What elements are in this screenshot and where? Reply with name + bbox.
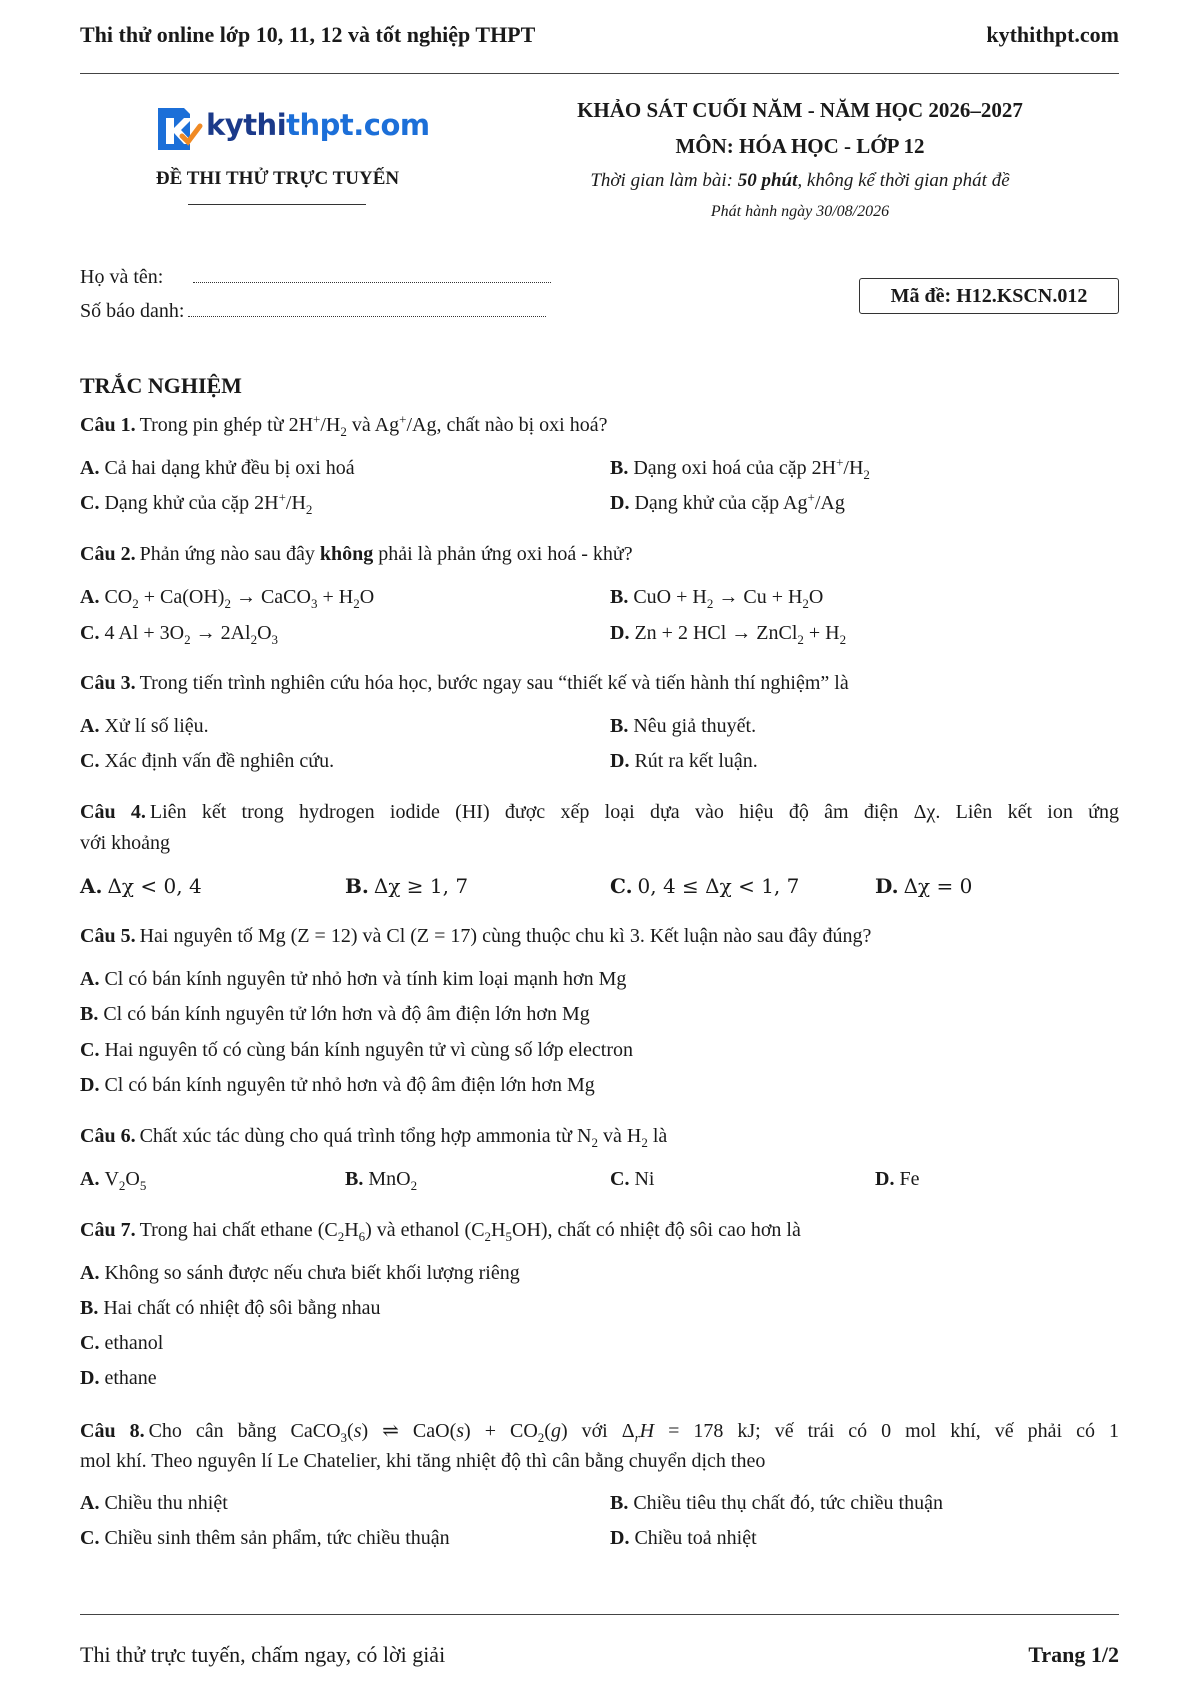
q4-option-b[interactable]: B. Δχ ≥ 1, 7 [345, 874, 469, 898]
q6-option-a[interactable]: A. $V_2O_5$ [80, 1168, 147, 1193]
q3-option-c[interactable]: C. Xác định vấn đề nghiên cứu. [80, 750, 335, 772]
logo-icon [152, 102, 204, 156]
q6-option-d[interactable]: D. Fe [875, 1168, 920, 1190]
q5-a-text: Cl có bán kính nguyên tử nhỏ hơn và tính kim loại mạnh hơn Mg [104, 968, 627, 990]
exam-subject: MÔN: HÓA HỌC - LỚP 12 [675, 134, 925, 158]
question-3 [80, 672, 849, 695]
q3-c-text: Xác định vấn đề nghiên cứu. [104, 750, 335, 772]
q3-number: Câu 3. [80, 672, 136, 694]
exam-issued: Phát hành ngày 30/08/2026 [710, 203, 890, 220]
q5-b-text: Cl có bán kính nguyên tử lớn hơn và độ âm điện lớn hơn Mg [103, 1003, 590, 1025]
q5-c-text: Hai nguyên tố có cùng bán kính nguyên tử vì cùng số lớp electron [104, 1039, 633, 1061]
q8-line2: mol khí. Theo nguyên lí Le Chatelier, khi tăng nhiệt độ thì cân bằng chuyển dịch theo [80, 1450, 766, 1472]
question-6: Câu 6. Chất xúc tác dùng cho quá trình tổng hợp ammonia từ $N_2$ và $H_2$ là [80, 1125, 668, 1150]
q4-c-text: 0, 4 ≤ Δχ < 1, 7 [637, 874, 800, 898]
name-field[interactable] [193, 266, 551, 283]
q3-b-text: Nêu giả thuyết. [633, 715, 757, 737]
header-right[interactable]: kythithpt.com [986, 22, 1119, 47]
q5-number: Câu 5. [80, 925, 136, 947]
page-number: Trang 1/2 [1028, 1642, 1119, 1667]
q7-option-a[interactable]: A. Không so sánh được nếu chưa biết khối lượng riêng [80, 1262, 520, 1284]
q7-a-text: Không so sánh được nếu chưa biết khối lượng riêng [104, 1262, 520, 1284]
q7-text: Trong hai chất ethane [139, 1219, 313, 1241]
question-5 [80, 925, 871, 948]
q7-option-d[interactable]: D. ethane [80, 1367, 157, 1389]
q6-number: Câu 6. [80, 1125, 136, 1147]
q2-option-c[interactable]: C. 4 $Al + 3O_2 \to 2Al_2O_3$ [80, 622, 279, 647]
q1-a-text: Cả hai dạng khử đều bị oxi hoá [104, 457, 355, 479]
exam-time [500, 170, 1100, 192]
q5-text: Hai nguyên tố Mg (Z = 12) và Cl (Z = 17) cùng thuộc chu kì 3. Kết luận nào sau đây đúng? [139, 925, 872, 947]
q8-option-a[interactable]: A. Chiều thu nhiệt [80, 1492, 228, 1514]
q1-c-text: Dạng khử của cặp [104, 492, 255, 514]
q5-option-b[interactable]: B. Cl có bán kính nguyên tử lớn hơn và độ âm điện lớn hơn Mg [80, 1003, 590, 1025]
q3-a-text: Xử lí số liệu. [104, 715, 209, 737]
q3-option-d[interactable]: D. Rút ra kết luận. [610, 750, 758, 772]
q1-b-text: Dạng oxi hoá của cặp [633, 457, 812, 479]
q4-a-text: Δχ < 0, 4 [107, 874, 202, 898]
q7-option-c[interactable]: C. ethanol [80, 1332, 164, 1354]
q5-d-text: Cl có bán kính nguyên tử nhỏ hơn và độ âm điện lớn hơn Mg [104, 1074, 595, 1096]
footer-left: Thi thử trực tuyến, chấm ngay, có lời giải [80, 1642, 446, 1667]
id-row [80, 300, 546, 323]
exam-time-value: 50 phút [737, 170, 798, 191]
question-2 [80, 543, 633, 566]
q4-d-text: Δχ = 0 [903, 874, 973, 898]
q1-number: Câu 1. [80, 414, 136, 436]
q3-option-b[interactable]: B. Nêu giả thuyết. [610, 715, 757, 737]
q6-text: Chất xúc tác dùng cho quá trình tổng hợp ammonia từ [139, 1125, 573, 1147]
q5-option-a[interactable]: A. Cl có bán kính nguyên tử nhỏ hơn và tính kim loại mạnh hơn Mg [80, 968, 627, 990]
question-7: Câu 7. Trong hai chất ethane $(C_2H_6)$ và ethanol $(C_2H_5OH)$, chất có nhiệt độ sôi cao hơn là [80, 1219, 801, 1244]
q1-option-c[interactable]: C. Dạng khử của cặp $2H^+/H_2$ [80, 489, 313, 517]
exam-time-prefix: Thời gian làm bài: [590, 170, 738, 191]
name-label: Họ và tên: [80, 266, 164, 288]
logo-text-secondary: thpt.com [286, 108, 430, 142]
q3-text: Trong tiến trình nghiên cứu hóa học, bước ngay sau “thiết kế và tiến hành thí nghiệm” là [139, 672, 849, 694]
q4-option-c[interactable]: C. 0, 4 ≤ Δχ < 1, 7 [610, 874, 800, 898]
exam-title: KHẢO SÁT CUỐI NĂM - NĂM HỌC 2026–2027 [577, 98, 1023, 122]
logo-subtitle: ĐỀ THI THỬ TRỰC TUYẾN [155, 168, 400, 189]
q7-c-text: ethanol [104, 1332, 164, 1354]
q1-option-d[interactable]: D. Dạng khử của cặp Ag+/Ag [610, 489, 845, 514]
q8-option-b[interactable]: B. Chiều tiêu thụ chất đó, tức chiều thuận [610, 1492, 943, 1514]
q2-option-a[interactable]: A. $CO_2 + Ca(OH)_2$ → CaCO$_3$ + $H_2O$ [80, 586, 375, 611]
q7-option-b[interactable]: B. Hai chất có nhiệt độ sôi bằng nhau [80, 1297, 381, 1319]
q4-b-text: Δχ ≥ 1, 7 [373, 874, 469, 898]
q5-option-c[interactable]: C. Hai nguyên tố có cùng bán kính nguyên tử vì cùng số lớp electron [80, 1039, 633, 1061]
q1-option-a[interactable]: A. Cả hai dạng khử đều bị oxi hoá [80, 457, 355, 479]
site-logo[interactable] [150, 102, 430, 158]
q6-option-c[interactable]: C. Ni [610, 1168, 655, 1190]
q2-post: phải là phản ứng oxi hoá - khử? [373, 543, 633, 565]
name-row [80, 266, 551, 289]
q2-bold: không [319, 543, 374, 565]
q6-option-b[interactable]: B. MnO$_2$ [345, 1168, 418, 1193]
header-left: Thi thử online lớp 10, 11, 12 và tốt nghiệp THPT [80, 22, 536, 47]
id-field[interactable] [188, 300, 546, 317]
logo-text-primary: kythi [206, 108, 287, 142]
q3-d-text: Rút ra kết luận. [634, 750, 758, 772]
q3-option-a[interactable]: A. Xử lí số liệu. [80, 715, 209, 737]
q2-pre: Phản ứng nào sau đây [139, 543, 320, 565]
q6-c-text: Ni [634, 1168, 655, 1190]
q8-d-text: Chiều toả nhiệt [634, 1527, 757, 1549]
q4-number: Câu 4. [80, 801, 146, 823]
footer-rule [80, 1614, 1119, 1615]
q2-option-d[interactable]: D. Zn + 2 HCl → ZnCl$_2$ + $H_2$ [610, 622, 847, 647]
q8-c-text: Chiều sinh thêm sản phẩm, tức chiều thuận [104, 1527, 450, 1549]
q2-option-b[interactable]: B. CuO + $H_2 \to Cu + H_2O$ [610, 586, 824, 611]
id-label: Số báo danh: [80, 300, 185, 322]
q7-b-text: Hai chất có nhiệt độ sôi bằng nhau [103, 1297, 381, 1319]
exam-time-suffix: , không kể thời gian phát đề [797, 170, 1010, 191]
q4-line2: với khoảng [80, 832, 171, 854]
q5-option-d[interactable]: D. Cl có bán kính nguyên tử nhỏ hơn và độ âm điện lớn hơn Mg [80, 1074, 595, 1096]
q2-number: Câu 2. [80, 543, 136, 565]
q8-a-text: Chiều thu nhiệt [104, 1492, 228, 1514]
question-4 [80, 801, 1119, 824]
q4-option-d[interactable]: D. Δχ = 0 [875, 874, 973, 898]
q8-option-d[interactable]: D. Chiều toả nhiệt [610, 1527, 757, 1549]
exam-code-box: Mã đề: H12.KSCN.012 [859, 278, 1119, 314]
q6-d-text: Fe [899, 1168, 920, 1190]
logo-underline [188, 204, 366, 205]
question-1: Câu 1. Trong pin ghép từ $2H^+/H_2$ và Ag+/Ag, chất nào bị oxi hoá? [80, 411, 608, 439]
q8-number: Câu 8. [80, 1420, 145, 1442]
q8-b-text: Chiều tiêu thụ chất đó, tức chiều thuận [633, 1492, 943, 1514]
section-title: TRẮC NGHIỆM [80, 373, 242, 398]
q4-option-a[interactable]: A. Δχ < 0, 4 [80, 874, 202, 898]
q7-number: Câu 7. [80, 1219, 136, 1241]
q1-option-b[interactable]: B. Dạng oxi hoá của cặp $2H^+/H_2$ [610, 454, 870, 482]
q4-line1: Liên kết trong hydrogen iodide (HI) được xếp loại dựa vào hiệu độ âm điện Δχ. Liên kết ion ứng [149, 801, 1119, 823]
q1-d-text: Dạng khử của cặp [634, 492, 784, 514]
question-8: Câu 8. Cho cân bằng CaCO$_3$(s) ⇌ $CaO(s) + CO_2(g)$ với $\Delta_rH = 178$ kJ; vế trái có 0 mol khí, vế phải có 1 [80, 1420, 1119, 1445]
q8-option-c[interactable]: C. Chiều sinh thêm sản phẩm, tức chiều thuận [80, 1527, 450, 1549]
header-rule [80, 73, 1119, 74]
q7-d-text: ethane [104, 1367, 157, 1389]
